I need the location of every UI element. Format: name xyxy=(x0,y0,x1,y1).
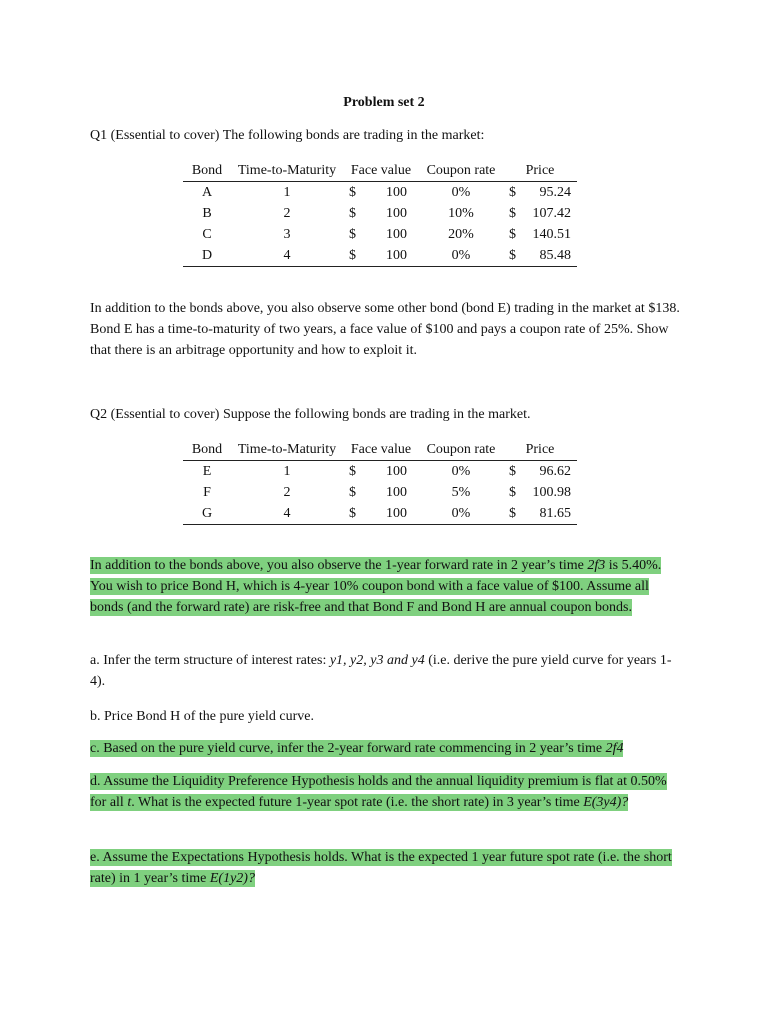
col-header-coupon: Coupon rate xyxy=(419,160,503,182)
table-header-row xyxy=(183,160,577,182)
expected-spot-symbol: E(1y2)? xyxy=(209,871,255,886)
part-d-text: d. Assume the Liquidity Preference Hypothesis holds and the annual liquidity premium is flat at 0.50% for all xyxy=(90,774,667,810)
table-row xyxy=(183,224,577,245)
forward-rate-symbol: 2f3 xyxy=(587,558,606,573)
part-b: b. Price Bond H of the pure yield curve. xyxy=(90,709,314,724)
cell-price: $ 100.98 xyxy=(503,482,577,503)
q2-forward-rate-text xyxy=(90,555,680,618)
cell-bond: C xyxy=(202,227,212,242)
part-e xyxy=(90,847,680,889)
cell-face: $ 100 xyxy=(343,224,419,245)
table-row xyxy=(183,503,577,525)
cell-coupon: 0% xyxy=(451,185,471,200)
cell-ttm: 2 xyxy=(283,206,291,221)
cell-face: $ 100 xyxy=(343,182,419,204)
cell-coupon: 0% xyxy=(451,464,471,479)
cell-price: $ 81.65 xyxy=(503,503,577,525)
q2-intro: Q2 (Essential to cover) Suppose the following bonds are trading in the market. xyxy=(90,407,531,422)
cell-face: $ 100 xyxy=(343,203,419,224)
table-header-row xyxy=(183,439,577,461)
col-header-coupon: Coupon rate xyxy=(419,439,503,461)
face-value: 100 xyxy=(386,185,407,200)
price-value: 85.48 xyxy=(539,248,571,263)
part-a-text-end: (i.e. derive the pure yield curve for years 1-4). xyxy=(90,653,672,689)
cell-ttm: 2 xyxy=(283,485,291,500)
cell-ttm: 4 xyxy=(231,503,343,525)
cell-ttm: 3 xyxy=(283,227,291,242)
yield-symbols: y1, y2, y3 and y4 xyxy=(329,653,425,668)
price-value: 140.51 xyxy=(532,227,571,242)
col-header-ttm: Time-to-Maturity xyxy=(231,439,343,461)
expected-spot-symbol: E(3y4)? xyxy=(583,795,629,810)
cell-coupon: 20% xyxy=(448,227,474,242)
table-row xyxy=(183,203,577,224)
cell-bond: B xyxy=(202,206,212,221)
table-row xyxy=(183,461,577,483)
price-value: 107.42 xyxy=(532,206,571,221)
face-value: 100 xyxy=(386,227,407,242)
cell-price: $ 140.51 xyxy=(503,224,577,245)
part-c xyxy=(90,738,680,759)
cell-price: $ 107.42 xyxy=(503,203,577,224)
q1-intro: Q1 (Essential to cover) The following bonds are trading in the market: xyxy=(90,128,485,143)
col-header-ttm: Time-to-Maturity xyxy=(231,160,343,182)
face-value: 100 xyxy=(386,506,407,521)
highlight xyxy=(90,557,661,616)
price-value: 95.24 xyxy=(539,185,571,200)
part-c-text: c. Based on the pure yield curve, infer the 2-year forward rate commencing in 2 year’s time xyxy=(90,741,606,756)
col-header-face: Face value xyxy=(343,439,419,461)
cell-price: $ 96.62 xyxy=(503,461,577,483)
cell-price: $ 95.24 xyxy=(503,182,577,204)
table-row xyxy=(183,245,577,267)
part-d-text-mid: . What is the expected future 1-year spot rate (i.e. the short rate) in 3 year’s time xyxy=(131,795,584,810)
page-title: Problem set 2 xyxy=(343,95,425,110)
part-d xyxy=(90,771,680,813)
col-header-price: Price xyxy=(503,160,577,182)
table-row xyxy=(183,182,577,204)
highlight xyxy=(90,740,623,757)
face-value: 100 xyxy=(386,464,407,479)
q2-extra-part-b: is 5.40%. You wish to price Bond H, which is 4-year 10% coupon bond with a face value of $100. Assume all bonds (and the forward rate) are risk-free and that Bond F and Bond H are annual coupon bonds. xyxy=(90,558,662,615)
price-value: 96.62 xyxy=(539,464,571,479)
cell-bond: A xyxy=(201,185,213,200)
cell-coupon: 10% xyxy=(448,206,474,221)
part-e-text: e. Assume the Expectations Hypothesis holds. What is the expected 1 year future spot rate (i.e. the short rate) in 1 year’s time xyxy=(90,850,672,886)
cell-coupon: 0% xyxy=(419,503,503,525)
cell-price: $ 85.48 xyxy=(503,245,577,267)
col-header-face: Face value xyxy=(343,160,419,182)
cell-face: $ 100 xyxy=(343,461,419,483)
forward-rate-symbol: 2f4 xyxy=(605,741,624,756)
cell-face: $ 100 xyxy=(343,245,419,267)
cell-ttm: 1 xyxy=(283,185,291,200)
q2-extra-part-a: In addition to the bonds above, you also observe the 1-year forward rate in 2 year’s time xyxy=(90,558,588,573)
face-value: 100 xyxy=(386,248,407,263)
price-value: 100.98 xyxy=(532,485,571,500)
highlight xyxy=(90,849,672,887)
price-value: 81.65 xyxy=(539,506,571,521)
col-header-bond: Bond xyxy=(183,439,231,461)
col-header-price: Price xyxy=(503,439,577,461)
cell-coupon: 5% xyxy=(451,485,471,500)
part-a xyxy=(90,650,680,692)
cell-bond: E xyxy=(202,464,212,479)
t-symbol: t xyxy=(127,795,132,810)
cell-ttm: 4 xyxy=(231,245,343,267)
q1-arbitrage-text: In addition to the bonds above, you also observe some other bond (bond E) trading in the market at $138. Bond E has a time-to-maturity of two years, a face value of $100 and pays a coupon rate of 25%. Show that there is an arbitrage opportunity and how to exploit it. xyxy=(90,301,680,358)
face-value: 100 xyxy=(386,206,407,221)
cell-bond: G xyxy=(183,503,231,525)
col-header-bond: Bond xyxy=(183,160,231,182)
cell-face: $ 100 xyxy=(343,503,419,525)
cell-bond: F xyxy=(203,485,211,500)
cell-ttm: 1 xyxy=(283,464,291,479)
part-a-text: a. Infer the term structure of interest rates: xyxy=(90,653,330,668)
q2-bond-table xyxy=(183,439,577,525)
table-row xyxy=(183,482,577,503)
cell-coupon: 0% xyxy=(419,245,503,267)
cell-face: $ 100 xyxy=(343,482,419,503)
highlight xyxy=(90,773,667,811)
q1-bond-table xyxy=(183,160,577,267)
face-value: 100 xyxy=(386,485,407,500)
cell-bond: D xyxy=(183,245,231,267)
